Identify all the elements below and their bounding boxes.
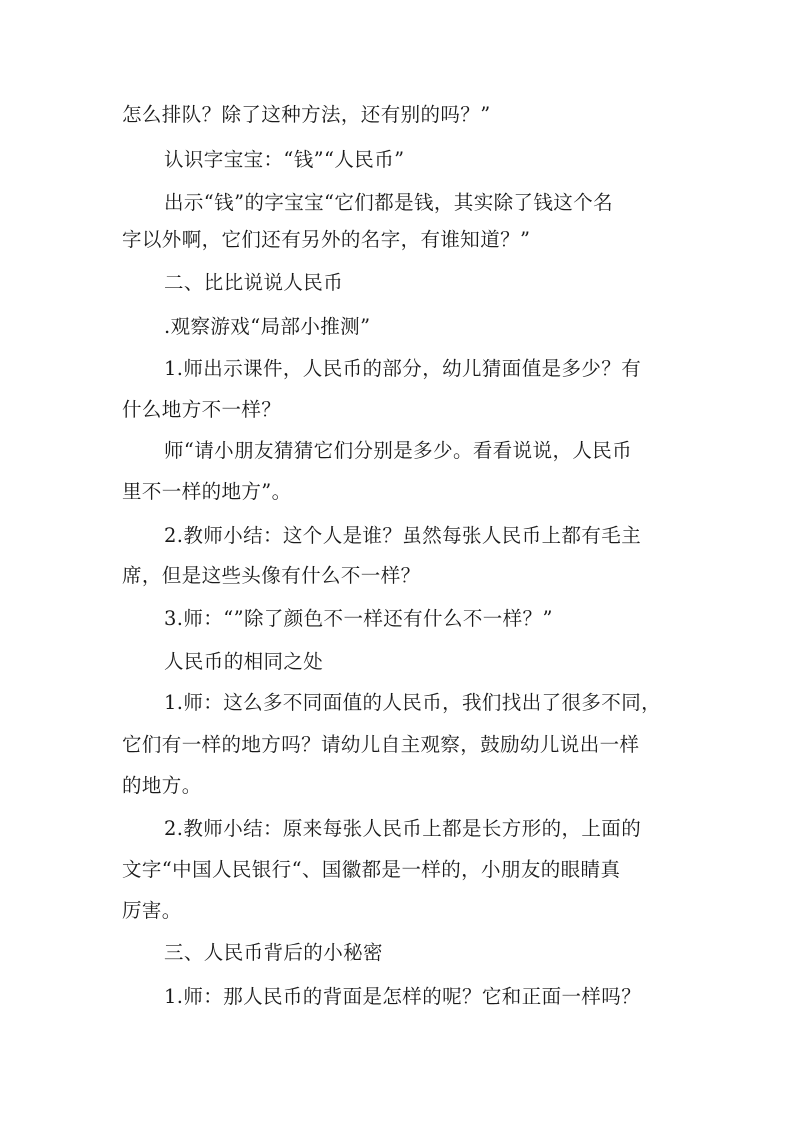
text-line-6: .观察游戏“局部小推测” (164, 315, 371, 338)
text-line-4: 字以外啊，它们还有另外的名字，有谁知道？” (122, 228, 531, 251)
text-line-20: 厉害。 (122, 899, 182, 922)
text-line-12: 席，但是这些头像有什么不一样？ (122, 564, 421, 587)
text-line-7: 1.师出示课件，人民币的部分，幼儿猜面值是多少？有 (164, 357, 642, 380)
text-line-16: 它们有一样的地方吗？请幼儿自主观察，鼓励幼儿说出一样 (122, 733, 640, 756)
text-line-22: 1.师：那人民币的背面是怎样的呢？它和正面一样吗？ (164, 985, 642, 1008)
section-heading-2: 二、比比说说人民币 (164, 271, 344, 294)
text-line-13: 3.师：“”除了颜色不一样还有什么不一样？” (164, 607, 553, 630)
text-line-10: 里不一样的地方”。 (122, 480, 292, 503)
text-line-8: 什么地方不一样？ (122, 398, 282, 421)
text-line-9: 师“请小朋友猜猜它们分别是多少。看看说说，人民币 (164, 439, 633, 462)
text-line-15: 1.师：这么多不同面值的人民币，我们找出了很多不同， (164, 691, 662, 714)
section-heading-3: 三、人民币背后的小秘密 (164, 941, 383, 964)
text-line-3: 出示“钱”的字宝宝“它们都是钱，其实除了钱这个名 (164, 191, 614, 214)
text-line-11: 2.教师小结：这个人是谁？虽然每张人民币上都有毛主 (164, 524, 642, 547)
text-line-19: 文字“中国人民银行“、国徽都是一样的，小朋友的眼睛真 (122, 858, 621, 881)
text-line-14: 人民币的相同之处 (164, 650, 324, 673)
text-line-2: 认识字宝宝：“钱”“人民币” (164, 148, 405, 171)
text-line-1: 怎么排队？除了这种方法，还有别的吗？” (122, 103, 491, 126)
text-line-18: 2.教师小结：原来每张人民币上都是长方形的，上面的 (164, 817, 642, 840)
text-line-17: 的地方。 (122, 774, 202, 797)
